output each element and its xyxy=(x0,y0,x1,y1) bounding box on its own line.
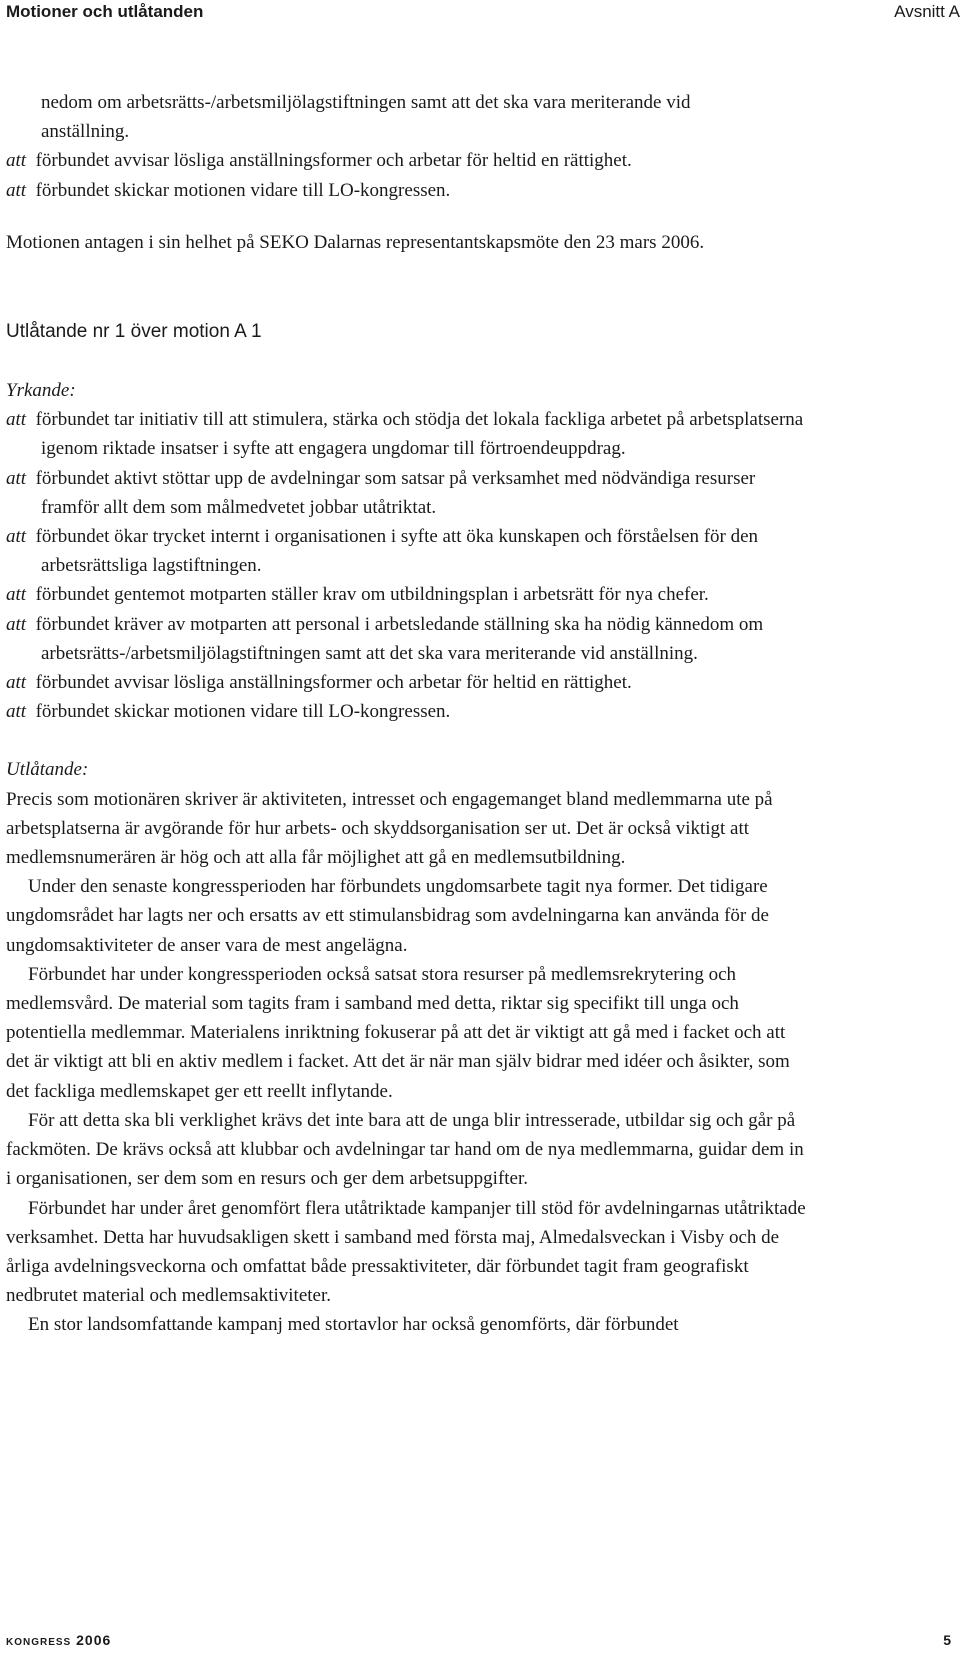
att-clause-text: förbundet avvisar lösliga anställningsformer och arbetar för heltid en rättighet. xyxy=(35,672,632,694)
att-clause-text: förbundet gentemot motparten ställer krav om utbildningsplan i arbetsrätt för nya chefer. xyxy=(35,584,709,606)
utlatande-label: Utlåtande: xyxy=(6,759,89,781)
utlatande-body xyxy=(6,785,812,1340)
att-clause xyxy=(6,176,812,205)
page-number: 5 xyxy=(943,1632,952,1648)
att-clause xyxy=(6,697,812,726)
att-clause xyxy=(6,464,812,522)
att-clause xyxy=(6,146,812,175)
att-word: att xyxy=(6,526,27,548)
body-paragraph: Under den senaste kongressperioden har förbundets ungdomsarbete tagit nya former. Det tidigare ungdomsrådet har lagts ner och ersatts av ett stimulansbidrag som avdelningarna kan använda för de ungdomsaktiviteter de anser vara de mest angelägna. xyxy=(6,876,769,956)
header-section-label: Avsnitt A xyxy=(894,2,960,21)
att-word: att xyxy=(6,150,27,172)
att-word: att xyxy=(6,701,27,723)
att-clause xyxy=(6,610,812,668)
continuation-line: anställning. xyxy=(41,121,130,143)
att-clause xyxy=(6,580,812,609)
page-body xyxy=(6,88,812,1340)
att-clause-text: förbundet aktivt stöttar upp de avdelningar som satsar på verksamhet med nödvändiga resurser framför allt dem som målmedvetet jobbar utåtriktat. xyxy=(35,467,756,518)
body-paragraph: En stor landsomfattande kampanj med stortavlor har också genomförts, där förbundet xyxy=(28,1314,679,1336)
att-clause-text: förbundet skickar motionen vidare till LO-kongressen. xyxy=(35,179,451,201)
body-paragraph: Förbundet har under året genomfört flera utåtriktade kampanjer till stöd för avdelningarnas utåtriktade verksamhet. Detta har huvudsakligen skett i samband med första maj, Almedalsveckan i Visby och de årliga avdelningsveckorna och omfattat både pressaktiviteter, där förbundet tagit fram geografiskt nedbrutet material och medlemsaktiviteter. xyxy=(6,1197,806,1307)
body-paragraph: För att detta ska bli verklighet krävs det inte bara att de unga blir intresserade, utbildar sig och går på fackmöten. De krävs också att klubbar och avdelningar tar hand om de nya medlemmarna, guidar dem in i organisationen, ser dem som en resurs och ger dem arbetsuppgifter. xyxy=(6,1109,804,1190)
att-word: att xyxy=(6,179,27,201)
adoption-note: Motionen antagen i sin helhet på SEKO Dalarnas representantskapsmöte den 23 mars 2006. xyxy=(6,231,705,253)
att-word: att xyxy=(6,584,27,606)
running-header xyxy=(0,0,960,26)
att-clause-text: förbundet tar initiativ till att stimulera, stärka och stödja det lokala fackliga arbetet på arbetsplatserna igenom riktade insatser i syfte att engagera ungdomar till förtroendeuppdrag. xyxy=(35,409,804,460)
att-clause-text: förbundet avvisar lösliga anställningsformer och arbetar för heltid en rättighet. xyxy=(35,150,632,172)
att-clause-text: förbundet ökar trycket internt i organisationen i syfte att öka kunskapen och förståelsen för den arbetsrättsliga lagstiftningen. xyxy=(35,526,759,577)
continuation-line: nedom om arbetsrätts-/arbetsmiljölagstiftningen samt att det ska vara meriterande vid xyxy=(41,92,691,113)
att-clause xyxy=(6,668,812,697)
yrkande-list xyxy=(6,405,812,726)
body-paragraph: Förbundet har under kongressperioden också satsat stora resurser på medlemsrekrytering och medlemsvård. De material som tagits fram i samband med detta, riktar sig specifikt till unga och potentiella medlemmar. Materialens inriktning fokuserar på att det är viktigt att gå med i facket och att det är viktigt att bli en aktiv medlem i facket. Att det är när man själv bidrar med idéer och åsikter, som det fackliga medlemskapet ger ett reellt inflytande. xyxy=(6,963,790,1102)
intro-block xyxy=(6,88,812,257)
body-paragraph: Precis som motionären skriver är aktiviteten, intresset och engagemanget bland medlemmarna ute på arbetsplatserna är avgörande för hur arbets- och skyddsorganisation ser ut. Det är också viktigt att medlemsnumerären är hög och att alla får möjlighet att gå en medlemsutbildning. xyxy=(6,788,773,869)
att-clause-text: förbundet skickar motionen vidare till LO-kongressen. xyxy=(35,701,451,723)
header-section-title: Motioner och utlåtanden xyxy=(6,2,204,21)
running-footer xyxy=(0,1632,960,1652)
footer-publication: kongress 2006 xyxy=(6,1632,112,1648)
att-word: att xyxy=(6,613,27,635)
statement-title: Utlåtande nr 1 över motion A 1 xyxy=(6,321,262,343)
att-clause xyxy=(6,405,812,463)
att-clause-text: förbundet kräver av motparten att personal i arbetsledande ställning ska ha nödig kännedom om arbetsrätts-/arbetsmiljölagstiftningen samt att det ska vara meriterande vid anställning. xyxy=(35,613,764,664)
yrkande-label: Yrkande: xyxy=(6,380,76,402)
att-word: att xyxy=(6,467,27,489)
att-word: att xyxy=(6,672,27,694)
att-word: att xyxy=(6,409,27,431)
att-clause xyxy=(6,522,812,580)
